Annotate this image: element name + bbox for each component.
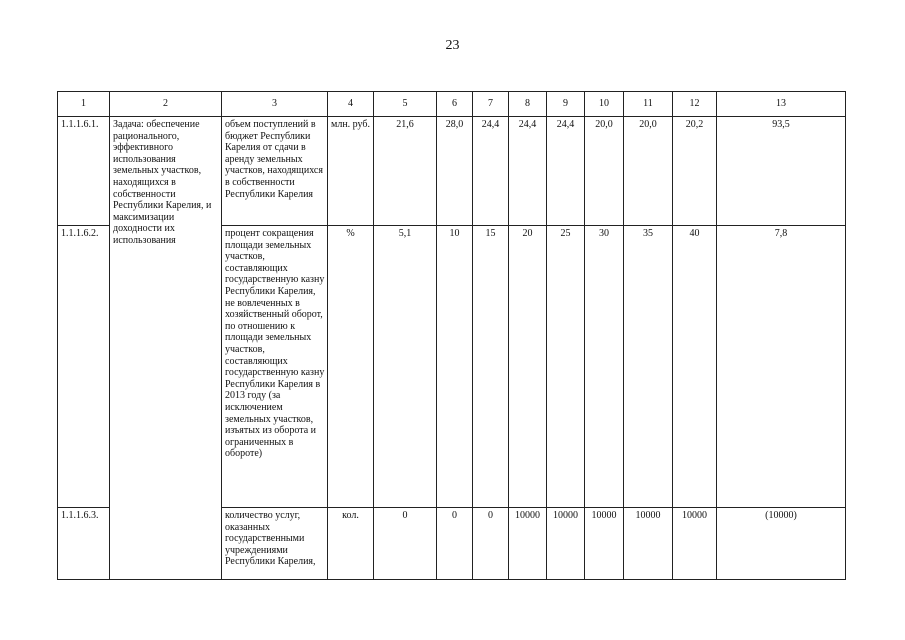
value-cell: 0 (374, 508, 437, 580)
value-cell: 10000 (585, 508, 624, 580)
value-cell: 10000 (509, 508, 547, 580)
value-cell: 10000 (673, 508, 717, 580)
value-cell: 24,4 (509, 117, 547, 226)
header-cell: 7 (473, 92, 509, 117)
header-cell: 9 (547, 92, 585, 117)
value-cell: 10 (437, 226, 473, 508)
table-row (58, 117, 846, 226)
indicators-table (57, 91, 846, 580)
value-cell: 20,0 (585, 117, 624, 226)
header-cell: 3 (222, 92, 328, 117)
value-cell: 15 (473, 226, 509, 508)
header-cell: 5 (374, 92, 437, 117)
header-cell: 13 (717, 92, 846, 117)
unit-cell: млн. руб. (328, 117, 374, 226)
value-cell: 21,6 (374, 117, 437, 226)
page-number: 23 (445, 38, 460, 53)
value-cell: 0 (473, 508, 509, 580)
value-cell: 7,8 (717, 226, 846, 508)
value-cell: 28,0 (437, 117, 473, 226)
value-cell: 20 (509, 226, 547, 508)
value-cell: 30 (585, 226, 624, 508)
row-code: 1.1.1.6.2. (58, 226, 110, 508)
indicator-name: процент сокращения площади земельных участков, составляющих государственную казну Республики Карелия, не вовлеченных в хозяйственный оборот, по отношению к площади земельных участков, составляющих государственную казну Республики Карелия в 2013 году (за исключением земельных участков, изъятых из оборота и ограниченных в обороте) (222, 226, 328, 508)
value-cell: 40 (673, 226, 717, 508)
value-cell: 24,4 (473, 117, 509, 226)
header-cell: 6 (437, 92, 473, 117)
value-cell: 5,1 (374, 226, 437, 508)
row-code: 1.1.1.6.3. (58, 508, 110, 580)
header-cell: 2 (110, 92, 222, 117)
value-cell: 0 (437, 508, 473, 580)
unit-cell: кол. (328, 508, 374, 580)
header-cell: 10 (585, 92, 624, 117)
value-cell: 93,5 (717, 117, 846, 226)
unit-cell: % (328, 226, 374, 508)
value-cell: 24,4 (547, 117, 585, 226)
header-cell: 12 (673, 92, 717, 117)
header-cell: 1 (58, 92, 110, 117)
header-cell: 11 (624, 92, 673, 117)
indicator-name: количество услуг, оказанных государственными учреждениями Республики Карелия, (222, 508, 328, 580)
value-cell: 20,0 (624, 117, 673, 226)
value-cell: 10000 (547, 508, 585, 580)
value-cell: 25 (547, 226, 585, 508)
header-cell: 4 (328, 92, 374, 117)
value-cell: 10000 (624, 508, 673, 580)
header-cell: 8 (509, 92, 547, 117)
value-cell: (10000) (717, 508, 846, 580)
task-description: Задача: обеспечение рационального, эффективного использования земельных участков, находящихся в собственности Республики Карелия, и максимизации доходности их использования (110, 117, 222, 580)
value-cell: 20,2 (673, 117, 717, 226)
table-header-row (58, 92, 846, 117)
value-cell: 35 (624, 226, 673, 508)
row-code: 1.1.1.6.1. (58, 117, 110, 226)
indicator-name: объем поступлений в бюджет Республики Карелия от сдачи в аренду земельных участков, находящихся в собственности Республики Карелия (222, 117, 328, 226)
